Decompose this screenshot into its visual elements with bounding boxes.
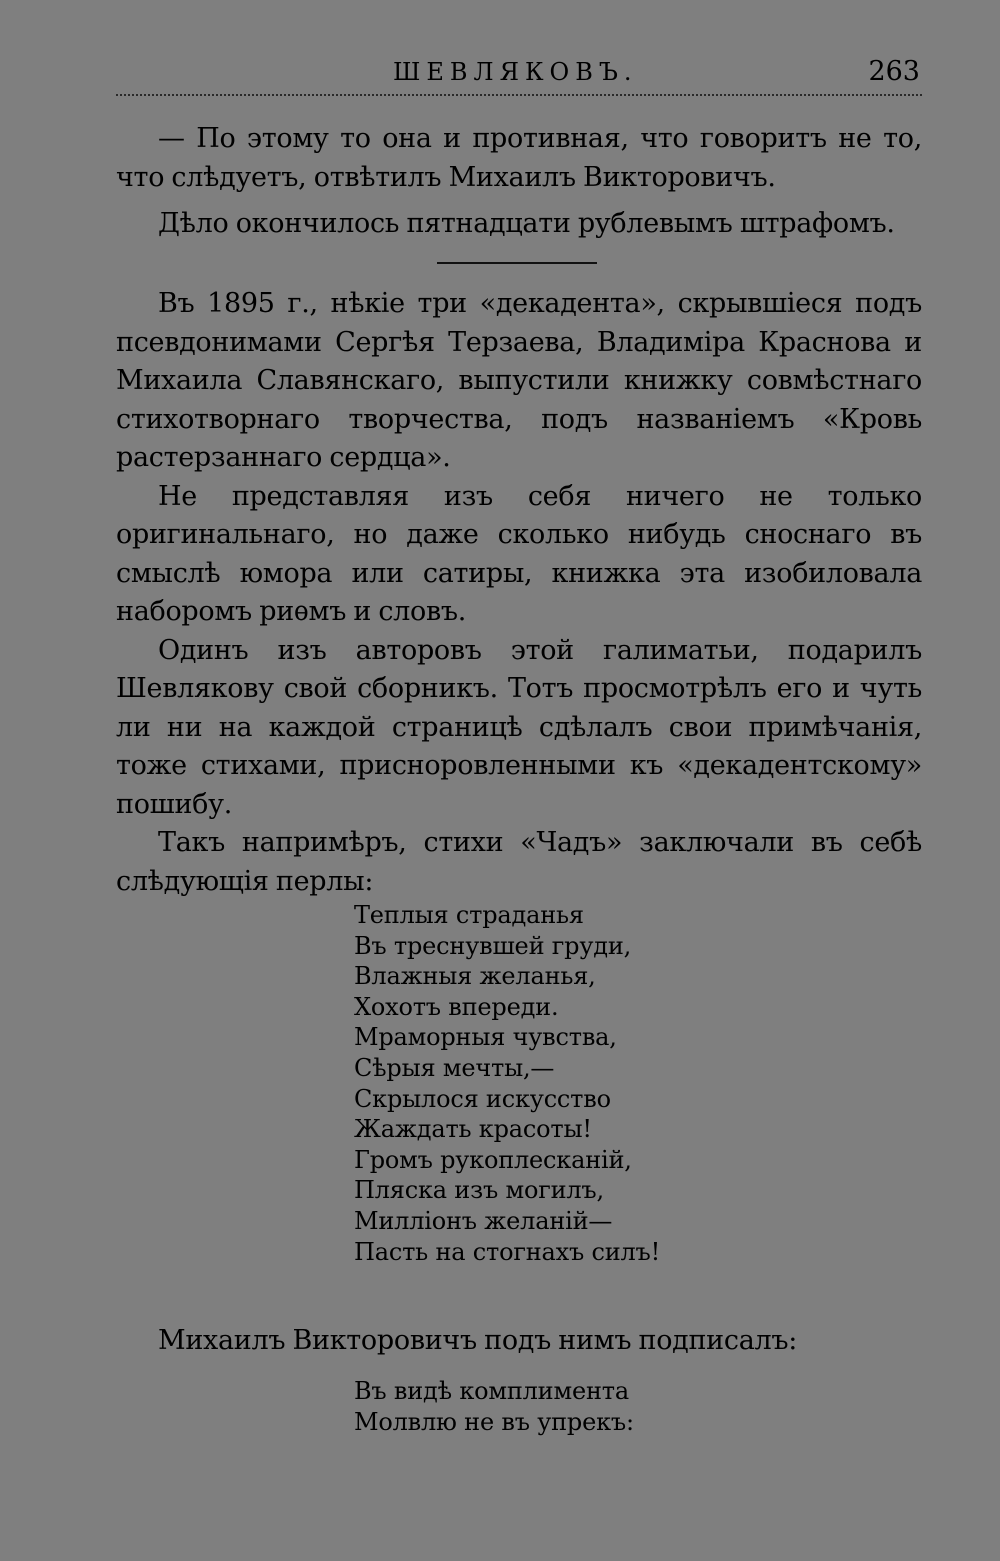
intro-conclusion-block	[116, 205, 922, 244]
poem-line: Милліонъ желаній—	[354, 1206, 613, 1235]
page-header	[116, 54, 922, 96]
poem-line: Мраморныя чувства,	[354, 1023, 617, 1052]
body-paragraph: Такъ напримѣръ, стихи «Чадъ» заключали въ себѣ слѣдующія перлы:	[116, 827, 922, 897]
poem-line: Скрылося искусство	[354, 1084, 611, 1113]
poem-line: Молвлю не въ упрекъ:	[354, 1407, 634, 1436]
intro-conclusion: Дѣло окончилось пятнадцати рублевымъ штрафомъ.	[158, 208, 895, 239]
poem-line: Хохотъ впереди.	[354, 992, 559, 1021]
intro-dialogue: — По этому то она и противная, что говоритъ не то, что слѣдуетъ, отвѣтилъ Михаилъ Викторовичъ.	[116, 123, 922, 193]
page-number: 263	[868, 56, 920, 87]
signature-intro: Михаилъ Викторовичъ подъ нимъ подписалъ:	[158, 1325, 798, 1356]
poem-line: Влажныя желанья,	[354, 962, 596, 991]
signature-intro-block	[116, 1322, 922, 1361]
poem-chad	[354, 900, 660, 1267]
poem-line: Громъ рукоплесканій,	[354, 1145, 632, 1174]
poem-line: Пляска изъ могилъ,	[354, 1176, 604, 1205]
reply-poem	[354, 1376, 634, 1437]
body-paragraph: Въ 1895 г., нѣкіе три «декадента», скрывшіеся подъ псевдонимами Сергѣя Терзаева, Владиміра Краснова и Михаила Славянскаго, выпустили книжку совмѣстнаго стихотворнаго творчества, подъ названіемъ «Кровь растерзаннаго сердца».	[116, 288, 922, 473]
running-title: ШЕВЛЯКОВЪ.	[393, 58, 638, 86]
poem-line: Жаждать красоты!	[354, 1115, 592, 1144]
poem-line: Пасть на стогнахъ силъ!	[354, 1237, 661, 1266]
section-divider	[437, 262, 597, 264]
body-paragraph: Одинъ изъ авторовъ этой галиматьи, подарилъ Шевлякову свой сборникъ. Тотъ просмотрѣлъ его и чуть ли ни на каждой страницѣ сдѣлалъ свои примѣчанія, тоже стихами, приснoровленными къ «декадентскому» пошибу.	[116, 634, 922, 820]
poem-line: Въ видѣ комплимента	[354, 1377, 629, 1405]
main-text	[116, 285, 922, 901]
intro-dialogue-block	[116, 120, 922, 197]
poem-line: Сѣрыя мечты,—	[354, 1053, 555, 1082]
body-paragraph: Не представляя изъ себя ничего не только оригинальнаго, но даже сколько нибудь сноснаго въ смыслѣ юмора или сатиры, книжка эта изобиловала наборомъ риѳмъ и словъ.	[116, 480, 922, 627]
poem-line: Въ треснувшей груди,	[354, 931, 632, 960]
poem-line: Теплыя страданья	[354, 901, 584, 929]
